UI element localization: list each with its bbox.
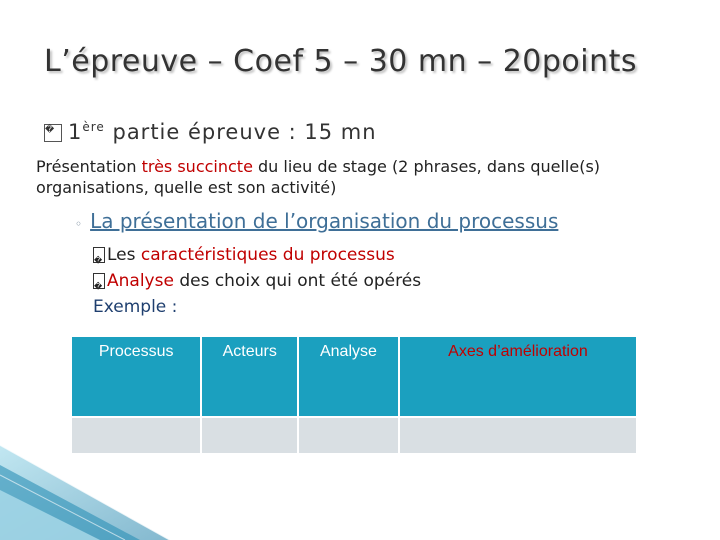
table-header-row — [71, 336, 637, 417]
bullet-text: partie épreuve : 15 mn — [104, 120, 377, 144]
table-cell[interactable] — [399, 417, 637, 454]
line2-end: des choix qui ont été opérés — [173, 271, 422, 291]
line-glyph-icon: � — [93, 273, 105, 289]
sub-item — [75, 209, 558, 233]
corner-decoration — [0, 445, 170, 540]
header-analyse: Analyse — [298, 336, 399, 417]
header-acteurs: Acteurs — [201, 336, 298, 417]
sub-bullet-icon: ◦ — [75, 217, 83, 231]
part-number: 1 — [68, 120, 83, 144]
paragraph-emphasis: très succincte — [141, 157, 253, 176]
header-processus: Processus — [71, 336, 201, 417]
sub-item-text: La présentation de l’organisation du processus — [90, 209, 559, 233]
paragraph-end: du lieu de stage (2 phrases, dans quelle(s) organisations, quelle est son activité) — [36, 157, 601, 197]
detail-lines — [93, 242, 421, 320]
example-label: Exemple : — [93, 297, 178, 317]
slide-title: L’épreuve – Coef 5 – 30 mn – 20points — [44, 44, 638, 79]
bullet-item — [44, 120, 377, 144]
table-cell[interactable] — [201, 417, 298, 454]
bullet-glyph-icon: � — [44, 124, 62, 142]
line2-emphasis: Analyse — [107, 271, 174, 291]
line-analysis — [93, 268, 421, 294]
line-glyph-icon: � — [93, 247, 105, 263]
line1-start: Les — [107, 245, 141, 265]
line-characteristics — [93, 242, 421, 268]
description-paragraph — [36, 156, 696, 198]
paragraph-start: Présentation — [36, 157, 142, 176]
part-superscript: ère — [82, 120, 105, 134]
process-table — [70, 335, 638, 455]
header-axes: Axes d’amélioration — [399, 336, 637, 417]
line1-emphasis: caractéristiques du processus — [140, 245, 395, 265]
table-cell[interactable] — [298, 417, 399, 454]
